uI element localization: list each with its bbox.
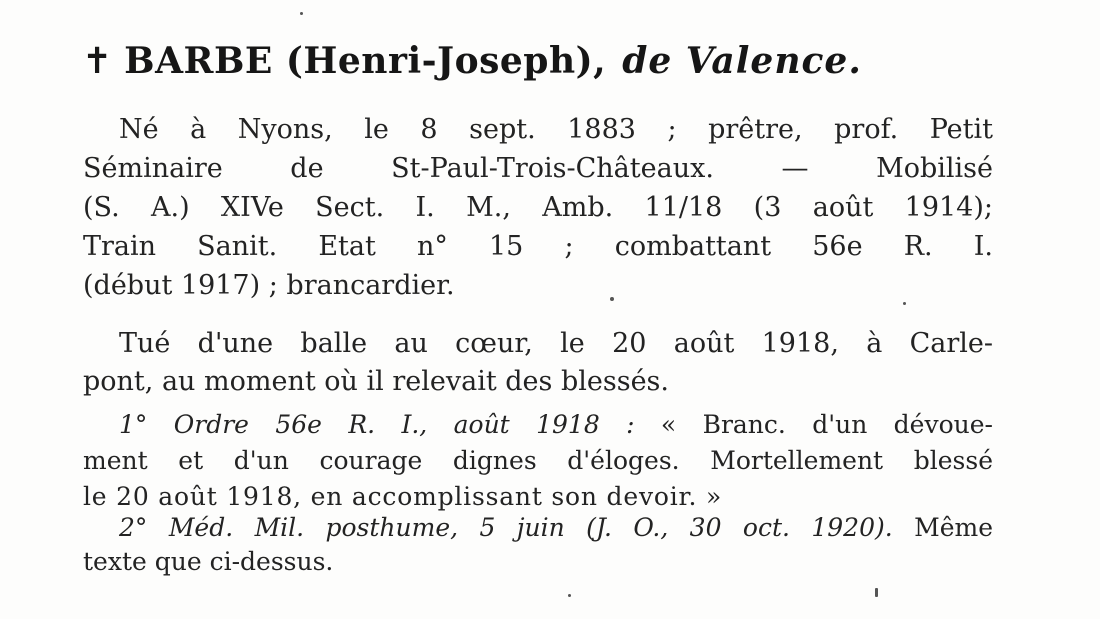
biography-line: Séminaire de St-Paul-Trois-Châteaux. — Mobilisé — [83, 153, 993, 184]
citation-line — [83, 511, 993, 545]
citation-line: ment et d'un courage dignes d'éloges. Mortellement blessé — [83, 446, 993, 475]
person-origin: de Valence. — [622, 40, 862, 82]
death-line: Tué d'une balle au cœur, le 20 août 1918, à Carle- — [119, 328, 993, 359]
biography-line: (début 1917) ; brancardier. — [83, 270, 455, 301]
citation-reference: 1° Ordre 56e R. I., août 1918 : — [119, 410, 635, 439]
scan-speck — [875, 588, 878, 597]
citation-line: texte que ci-dessus. — [83, 547, 334, 576]
death-line: pont, au moment où il relevait des blessés. — [83, 366, 669, 397]
citation-medal — [83, 511, 993, 579]
cross-icon: ✝ — [82, 41, 113, 82]
citation-text: « Branc. d'un dévoue- — [660, 410, 993, 439]
citation-line: le 20 août 1918, en accomplissant son devoir. » — [83, 482, 723, 511]
scan-speck — [300, 12, 303, 15]
citation-line — [83, 407, 993, 443]
death-paragraph — [83, 325, 993, 401]
citation-reference: 2° Méd. Mil. posthume, 5 juin (J. O., 30 oct. 1920). — [119, 513, 893, 542]
person-name: BARBE (Henri-Joseph), — [124, 40, 607, 82]
biography-line: (S. A.) XIVe Sect. I. M., Amb. 11/18 (3 août 1914); — [83, 192, 993, 223]
biography-line: Né à Nyons, le 8 sept. 1883 ; prêtre, prof. Petit — [119, 114, 993, 145]
entry-heading — [82, 38, 862, 85]
biography-paragraph — [83, 110, 993, 305]
citation-order — [83, 407, 993, 515]
scan-speck — [568, 594, 571, 597]
citation-text: Même — [914, 513, 994, 542]
biography-line: Train Sanit. Etat n° 15 ; combattant 56e R. I. — [83, 231, 993, 262]
